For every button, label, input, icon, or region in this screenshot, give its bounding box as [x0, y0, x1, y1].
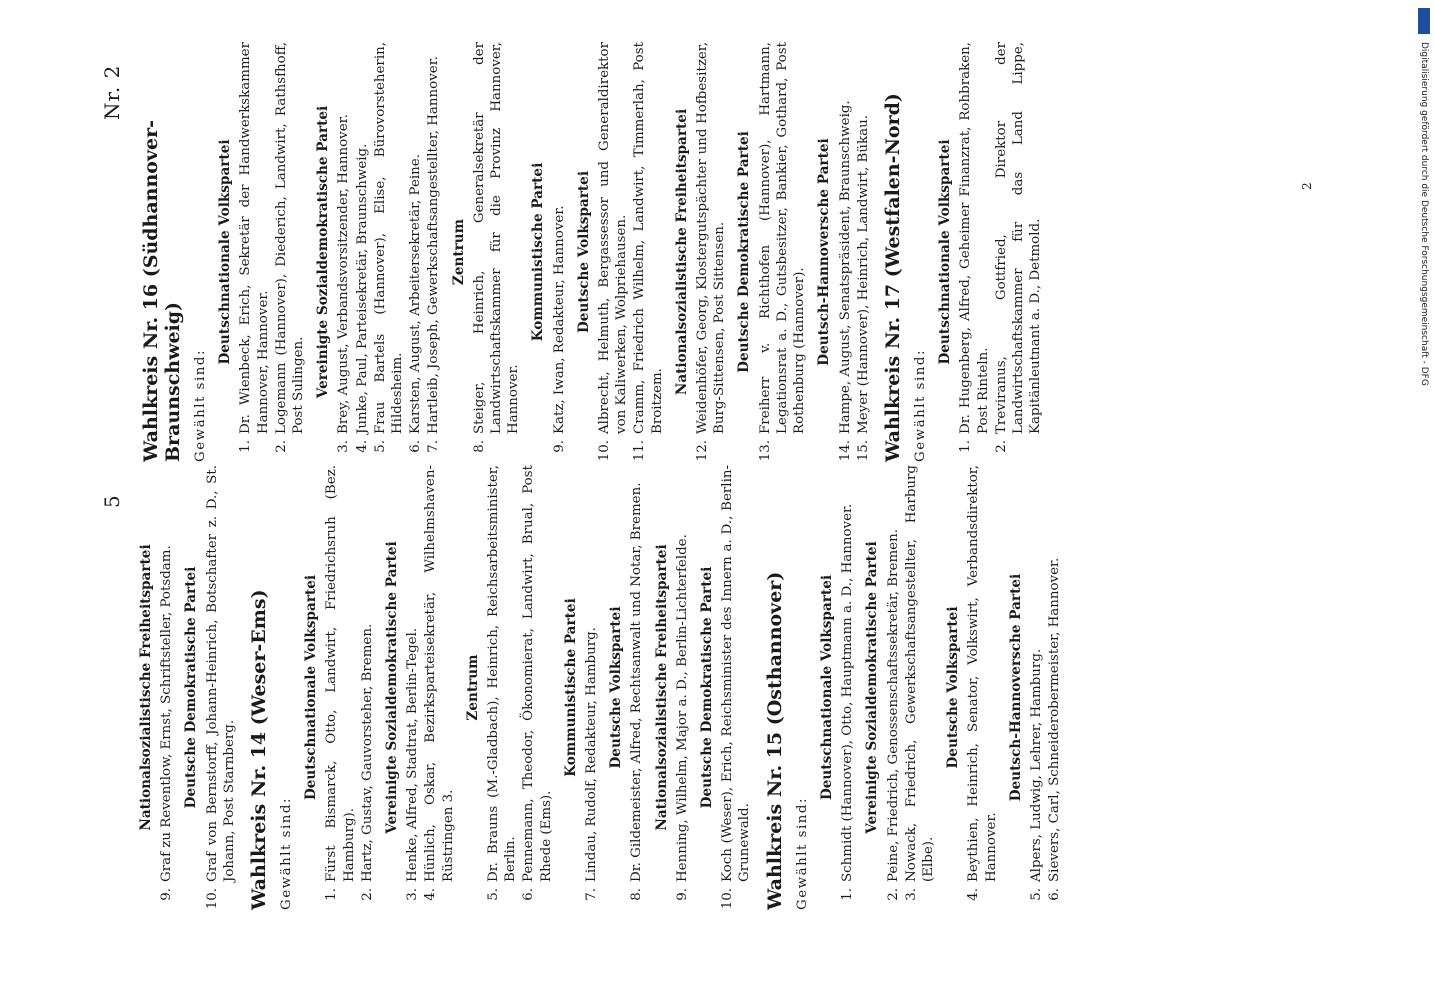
- member-number: 6.: [1047, 888, 1063, 901]
- member-details: Hartz, Gustav, Gauvorsteher, Bremen.: [359, 623, 375, 882]
- party-heading: Deutsch-Hannoversche Partei: [816, 138, 833, 366]
- member-entry: [839, 465, 856, 910]
- member-number: 5.: [486, 888, 502, 901]
- member-details: Freiherr v. Richthofen (Hannover), Hartmann, Legationsrat a. D., Gutsbesitzer, Bankier, Gothard, Post Rothenburg (Hannover).: [757, 42, 808, 434]
- member-details: Junke, Paul, Parteisekretär, Braunschweig.: [354, 143, 370, 434]
- member-entry: [628, 465, 645, 910]
- member-details: Beythien, Heinrich, Senator, Volkswirt, Verbandsdirektor, Hannover.: [966, 465, 999, 882]
- member-entry: [631, 42, 665, 462]
- district-heading: Wahlkreis Nr. 15 (Osthannover): [763, 571, 786, 910]
- member-number: 4.: [966, 888, 982, 901]
- member-details: Koch (Weser), Erich, Reichsminister des Innern a. D., Berlin-Grunewald.: [720, 465, 753, 882]
- member-number: 6.: [521, 888, 537, 901]
- member-number: 3.: [903, 888, 919, 901]
- member-entry: [1028, 465, 1045, 910]
- member-entry: [957, 42, 991, 462]
- digitization-note-text: Digitalisierung gefördert durch die Deutsche Forschungsgemeinschaft - DFG: [1419, 42, 1429, 386]
- member-details: Katz, Iwan, Redakteur, Hannover.: [551, 205, 567, 434]
- member-number: 3.: [405, 888, 421, 901]
- party-heading: Deutsche Demokratische Partei: [736, 131, 753, 373]
- member-entry: [323, 465, 357, 910]
- member-details: Frau Bartels (Hannover), Elise, Bürovorsteherin, Hildesheim.: [372, 42, 406, 434]
- member-details: Weidenhöfer, Georg, Klostergutspächter und Hofbesitzer, Burg-Sittensen, Post Sittensen.: [695, 42, 728, 434]
- member-entry: [551, 42, 568, 462]
- member-entry: [596, 42, 630, 462]
- member-entry: [1046, 465, 1063, 910]
- member-number: 1.: [840, 888, 856, 901]
- member-number: 10.: [204, 888, 220, 910]
- member-details: Lindau, Rudolf, Redakteur, Hamburg.: [584, 627, 600, 882]
- member-details: Pennemann, Theodor, Ökonomierat, Landwirt, Brual, Post Rhede (Ems).: [521, 465, 554, 882]
- party-heading: Zentrum: [450, 218, 467, 286]
- member-number: 3.: [336, 440, 352, 453]
- member-entry: [354, 42, 371, 462]
- member-number: 9.: [159, 888, 175, 901]
- member-number: 4.: [423, 888, 439, 901]
- party-heading: Deutsch-Hannoversche Partei: [1007, 573, 1024, 802]
- member-number: 13.: [757, 440, 773, 462]
- party-heading: Nationalsozialistische Freiheitspartei: [138, 544, 154, 831]
- member-details: Dr. Hugenberg, Alfred, Geheimer Finanzrat, Rohbraken, Post Rinteln.: [958, 42, 991, 434]
- member-entry: [471, 42, 523, 462]
- member-entry: [359, 465, 376, 910]
- member-number: 11.: [632, 440, 648, 462]
- member-entry: [422, 465, 456, 910]
- member-entry: [993, 42, 1045, 462]
- member-number: 8.: [471, 440, 487, 453]
- party-heading: Deutschnationale Volkspartei: [217, 139, 234, 365]
- member-entry: [885, 465, 902, 910]
- member-number: 2.: [359, 888, 375, 901]
- member-details: Karsten, August, Arbeitersekretär, Peine.: [408, 154, 424, 434]
- elected-label: Gewählt sind:: [912, 349, 928, 462]
- member-entry: [335, 42, 352, 462]
- member-entry: [520, 465, 554, 910]
- member-entry: [425, 42, 442, 462]
- member-number: 2.: [273, 440, 289, 453]
- member-details: Sievers, Carl, Schneiderobermeister, Hannover.: [1047, 557, 1063, 882]
- page-number-right: Nr. 2: [100, 64, 124, 120]
- party-heading: Vereinigte Sozialdemokratische Partei: [315, 105, 332, 399]
- member-entry: [485, 465, 519, 910]
- member-entry: [855, 42, 872, 462]
- member-details: Logemann (Hannover), Diederich, Landwirt, Rathsfhoff, Post Sulingen.: [273, 42, 307, 434]
- member-details: Henke, Alfred, Stadtrat, Berlin-Tegel.: [405, 627, 421, 882]
- member-entry: [583, 465, 600, 910]
- member-number: 9.: [551, 440, 567, 453]
- member-details: Dr. Brauns (M.-Gladbach), Heinrich, Reichsarbeitsminister, Berlin.: [486, 465, 519, 882]
- member-details: Hampe, August, Senatspräsident, Braunschweig.: [837, 100, 853, 434]
- member-number: 14.: [837, 440, 853, 462]
- member-details: Graf zu Reventlow, Ernst, Schriftsteller, Potsdam.: [159, 545, 175, 882]
- member-details: Nowack, Friedrich, Gewerkschaftsangestellter, Harburg (Elbe).: [903, 465, 936, 882]
- party-heading: Deutschnationale Volkspartei: [937, 139, 954, 365]
- elected-label: Gewählt sind:: [794, 797, 810, 910]
- member-entry: [903, 465, 937, 910]
- party-heading: Deutsche Volkspartei: [608, 606, 625, 769]
- member-entry: [404, 465, 421, 910]
- party-heading: Nationalsozialistische Freiheitspartei: [653, 544, 670, 831]
- party-heading: Zentrum: [464, 654, 481, 721]
- member-details: Henning, Wilhelm, Major a. D., Berlin-Lichterfelde.: [674, 534, 690, 882]
- member-number: 10.: [597, 440, 613, 462]
- party-heading: Deutschnationale Volkspartei: [303, 574, 320, 801]
- member-number: 1.: [958, 440, 974, 453]
- digitization-strip: [1418, 8, 1430, 992]
- member-number: 7.: [584, 888, 600, 901]
- member-details: Peine, Friedrich, Genossenschaftssekretär, Bremen.: [885, 529, 901, 882]
- member-number: 7.: [426, 440, 442, 453]
- member-number: 15.: [855, 440, 871, 462]
- party-heading: Deutsche Volkspartei: [945, 606, 962, 769]
- member-details: Dr. Wienbeck, Erich, Sekretär der Handwerkskammer Hannover, Hannover.: [238, 42, 271, 434]
- member-details: Brey, August, Verbandsvorsitzender, Hannover.: [336, 114, 352, 434]
- party-heading: Nationalsozialistische Freiheitspartei: [673, 108, 690, 396]
- member-details: Graf von Bernstorff, Johann-Heinrich, Botschafter z. D., St. Johann, Post Starnberg.: [204, 465, 237, 882]
- dfg-logo-icon: [1418, 8, 1430, 34]
- party-heading: Deutsche Volkspartei: [575, 171, 592, 333]
- party-heading: Deutschnationale Volkspartei: [818, 574, 835, 801]
- member-details: Hünlich, Oskar, Bezirksparteisekretär, Wilhelmshaven-Rüstringen 3.: [423, 465, 456, 882]
- member-details: Schmidt (Hannover), Otto, Hauptmann a. D., Hannover.: [840, 503, 856, 882]
- member-details: Meyer (Hannover), Heinrich, Landwirt, Bükau.: [855, 115, 871, 434]
- member-number: 8.: [629, 888, 645, 901]
- member-entry: [407, 42, 424, 462]
- column-left: [130, 465, 1064, 910]
- district-heading: Wahlkreis Nr. 14 (Weser-Ems): [248, 589, 271, 910]
- party-heading: Deutsche Demokratische Partei: [183, 566, 200, 809]
- district-heading: Wahlkreis Nr. 17 (Westfalen-Nord): [881, 93, 904, 462]
- member-details: Treviranus, Gottfried, Direktor der Landwirtschaftskammer für das Land Lippe, Kapitänleutnant a. D., Detmold.: [993, 42, 1044, 434]
- member-number: 4.: [354, 440, 370, 453]
- member-entry: [674, 465, 691, 910]
- column-right: [130, 42, 1045, 462]
- member-entry: [757, 42, 809, 462]
- member-number: 9.: [674, 888, 690, 901]
- member-entry: [719, 465, 753, 910]
- member-entry: [837, 42, 854, 462]
- member-number: 2.: [885, 888, 901, 901]
- member-details: Alpers, Ludwig, Lehrer, Hamburg.: [1028, 648, 1044, 882]
- footer-mark: 2: [1300, 181, 1314, 190]
- member-number: 2.: [993, 440, 1009, 453]
- member-entry: [237, 42, 271, 462]
- member-details: Cramm, Friedrich Wilhelm, Landwirt, Timmerlah, Post Broitzem.: [632, 42, 665, 434]
- member-entry: [204, 465, 238, 910]
- member-details: Dr. Gildemeister, Alfred, Rechtsanwalt und Notar, Bremen.: [629, 482, 645, 882]
- member-details: Steiger, Heinrich, Generalsekretär der Landwirtschaftskammer für die Provinz Hannover, Hannover.: [471, 42, 522, 434]
- member-number: 10.: [720, 888, 736, 910]
- member-number: 5.: [372, 440, 388, 453]
- party-heading: Kommunistische Partei: [530, 162, 547, 342]
- member-number: 1.: [324, 888, 340, 901]
- member-entry: [273, 42, 307, 462]
- member-entry: [372, 42, 406, 462]
- elected-label: Gewählt sind:: [193, 349, 208, 462]
- digitization-note: [1418, 42, 1430, 992]
- party-heading: Kommunistische Partei: [562, 598, 579, 777]
- district-heading: Wahlkreis Nr. 16 (Südhannover-Braunschweig): [140, 120, 184, 462]
- party-heading: Vereinigte Sozialdemokratische Partei: [864, 541, 881, 834]
- member-details: Fürst Bismarck, Otto, Landwirt, Friedrichsruh (Bez. Hamburg).: [324, 465, 357, 882]
- member-details: Hartleib, Joseph, Gewerkschaftsangestellter, Hannover.: [426, 56, 442, 434]
- party-heading: Deutsche Demokratische Partei: [699, 566, 716, 809]
- member-number: 6.: [408, 440, 424, 453]
- member-entry: [158, 465, 175, 910]
- elected-label: Gewählt sind:: [279, 797, 295, 910]
- member-number: 5.: [1028, 888, 1044, 901]
- member-entry: [965, 465, 999, 910]
- member-details: Albrecht, Helmuth, Bergassessor und Generaldirektor von Kaliwerken, Wolpriehausen.: [597, 42, 630, 434]
- member-entry: [694, 42, 728, 462]
- party-heading: Vereinigte Sozialdemokratische Partei: [384, 541, 401, 834]
- page-number-left: 5: [100, 494, 124, 508]
- member-number: 12.: [695, 440, 711, 462]
- member-number: 1.: [238, 440, 254, 453]
